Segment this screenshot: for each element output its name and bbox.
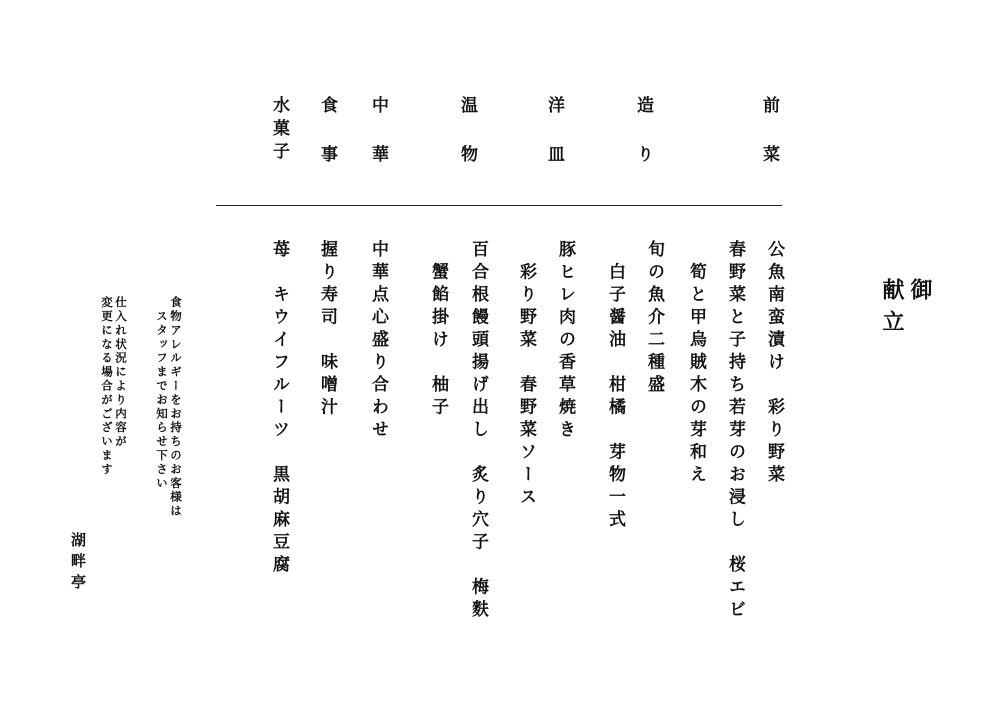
- dish-onmono: 百合根饅頭揚げ出し 炙り穴子 梅麩 蟹餡掛け 柚子: [428, 240, 488, 623]
- dish-chuka: 中華点心盛り合わせ: [368, 240, 388, 443]
- category-yozara: 洋 皿: [544, 96, 564, 168]
- change-note: 仕入れ状況により内容が 変更になる場合がございます: [100, 296, 128, 477]
- category-mizugashi: 水菓子: [269, 96, 289, 165]
- category-chuka: 中 華: [368, 96, 388, 168]
- category-onmono: 温 物: [457, 96, 477, 168]
- allergy-note: 食物アレルギーをお持ちのお客様は スタッフまでお知らせ下さい: [155, 296, 183, 519]
- dish-zensai: 公魚南蛮漬け 彩り野菜 春野菜と子持ち若芽のお浸し 桜エビ 筍と甲烏賊木の芽和え: [686, 240, 784, 623]
- divider-line: [216, 205, 782, 206]
- dish-mizugashi: 苺 キウイフルーツ 黒胡麻豆腐: [269, 240, 289, 578]
- dish-yozara: 豚ヒレ肉の香草焼き 彩り野菜 春野菜ソース: [516, 240, 575, 510]
- category-tsukuri: 造 り: [633, 96, 653, 168]
- menu-title: 御 献立: [879, 278, 933, 342]
- category-zensai: 前 菜: [759, 96, 779, 168]
- category-shokuji: 食 事: [317, 96, 337, 168]
- dish-shokuji: 握り寿司 味噌汁: [317, 240, 337, 420]
- dish-tsukuri: 旬の魚介二種盛 白子醤油 柑橘 芽物一式: [605, 240, 664, 533]
- restaurant-name: 湖畔亭: [69, 532, 87, 595]
